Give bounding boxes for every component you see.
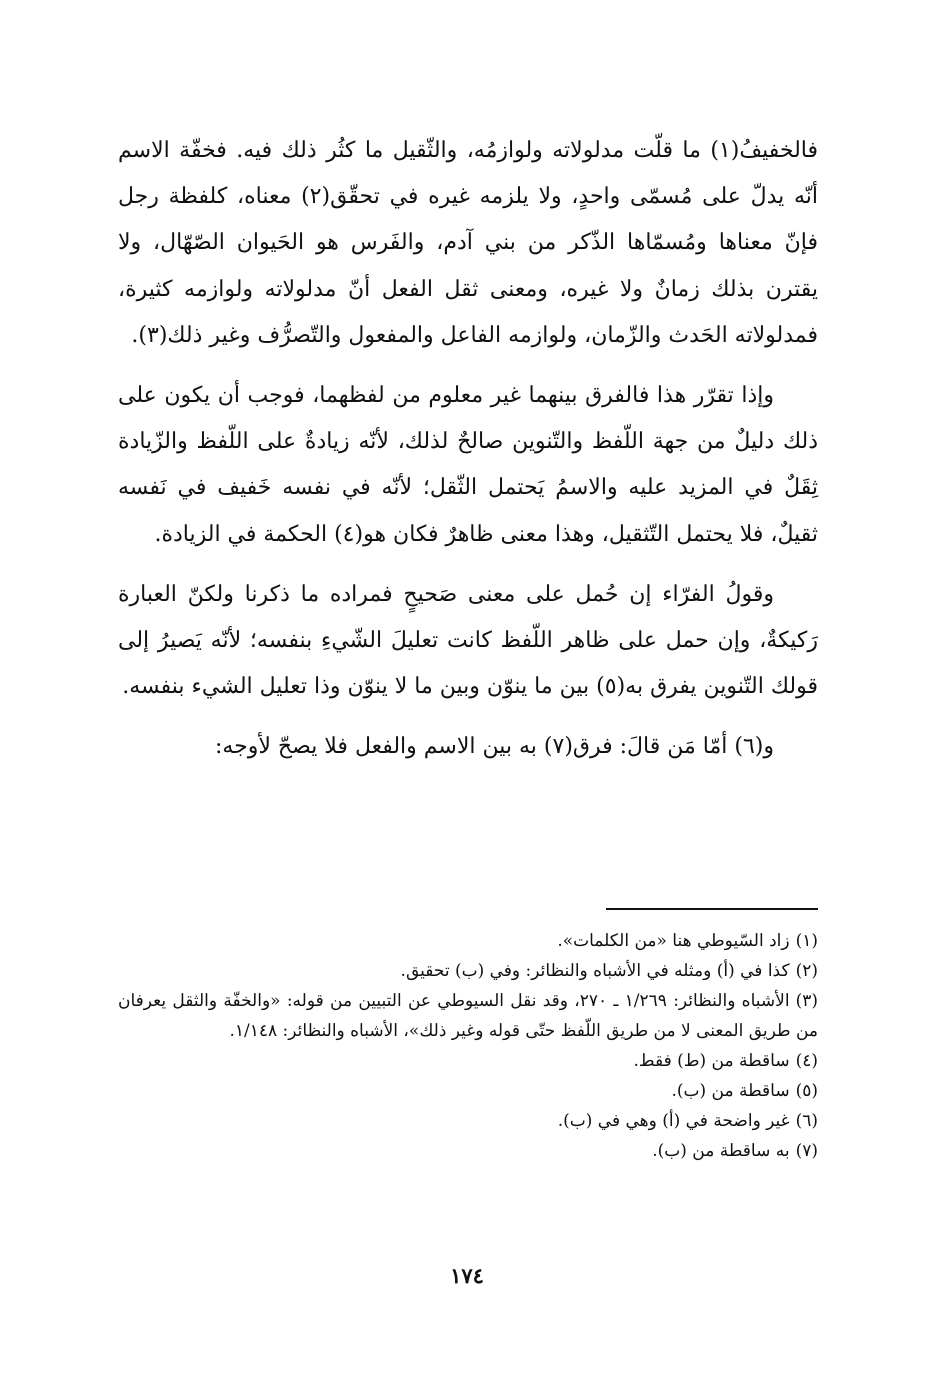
footnote-text: غير واضحة في (أ) وهي في (ب).	[557, 1111, 790, 1131]
footnote-separator	[606, 908, 818, 910]
main-text	[118, 128, 818, 771]
footnotes	[118, 926, 818, 1166]
footnote-text: ساقطة من (ط) فقط.	[633, 1051, 790, 1071]
footnote-number: (٣)	[795, 991, 818, 1011]
paragraph-1: فالخفيفُ(١) ما قلّت مدلولاته ولوازمُه، والثّقيل ما كثُر ذلك فيه. فخفّة الاسم أنّه يدلّ على مُسمّى واحدٍ، ولا يلزمه غيره في تحقّق(٢) معناه، كلفظة رجل فإنّ معناها ومُسمّاها الذّكر من بني آدم، والفَرس هو الحَيوان الصّهّال، ولا يقترن بذلك زمانٌ ولا غيره، ومعنى ثقل الفعل أنّ مدلولاته ولوازمه كثيرة، فمدلولاته الحَدث والزّمان، ولوازمه الفاعل والمفعول والتّصرُّف وغير ذلك(٣).	[118, 138, 818, 348]
footnote-number: (٧)	[795, 1141, 818, 1161]
paragraph-4: و(٦) أمّا مَن قالَ: فرق(٧) به بين الاسم والفعل فلا يصحّ لأوجه:	[214, 734, 774, 760]
footnote-text: ساقطة من (ب).	[671, 1081, 790, 1101]
footnote-item	[118, 1136, 818, 1166]
footnote-item	[118, 1106, 818, 1136]
footnote-text: به ساقطة من (ب).	[652, 1141, 790, 1161]
footnote-item	[118, 986, 818, 1046]
footnote-text: الأشباه والنظائر: ١/٢٦٩ ـ ٢٧٠، وقد نقل السيوطي عن التبيين من قوله: «والخفّة والثقل يعرفان من طريق المعنى لا من طريق اللّفظ حتّى قوله وغير ذلك»، الأشباه والنظائر: ١/١٤٨.	[118, 991, 818, 1041]
footnote-number: (٥)	[795, 1081, 818, 1101]
footnote-item	[118, 926, 818, 956]
page-number: ١٧٤	[450, 1263, 484, 1288]
footnote-item	[118, 1076, 818, 1106]
footnote-item	[118, 956, 818, 986]
footnote-text: زاد السّيوطي هنا «من الكلمات».	[557, 931, 790, 951]
footnote-number: (٤)	[795, 1051, 818, 1071]
footnote-text: كذا في (أ) ومثله في الأشباه والنظائر: وفي (ب) تحقيق.	[400, 961, 790, 981]
footnote-item	[118, 1046, 818, 1076]
footnote-number: (١)	[795, 931, 818, 951]
footnote-number: (٦)	[795, 1111, 818, 1131]
paragraph-3: وقولُ الفرّاء إن حُمل على معنى صَحيحٍ فمراده ما ذكرنا ولكنّ العبارة رَكيكةٌ، وإن حمل على ظاهر اللّفظ كانت تعليلَ الشّيءِ بنفسه؛ لأنّه يَصيرُ إلى قولك التّنوين يفرق به(٥) بين ما ينوّن وبين ما لا ينوّن وذا تعليل الشيء بنفسه.	[118, 581, 818, 700]
footnote-number: (٢)	[795, 961, 818, 981]
paragraph-2: وإذا تقرّر هذا فالفرق بينهما غير معلوم من لفظهما، فوجب أن يكون على ذلك دليلٌ من جهة اللّفظ والتّنوين صالحٌ لذلك، لأنّه زيادةٌ على اللّفظ والزّيادة ثِقَلٌ في المزيد عليه والاسمُ يَحتمل الثّقل؛ لأنّه في نفسه خَفيف في نَفسه ثقيلٌ، فلا يحتمل التّثقيل، وهذا معنى ظاهرٌ فكان هو(٤) الحكمة في الزيادة.	[118, 383, 818, 547]
